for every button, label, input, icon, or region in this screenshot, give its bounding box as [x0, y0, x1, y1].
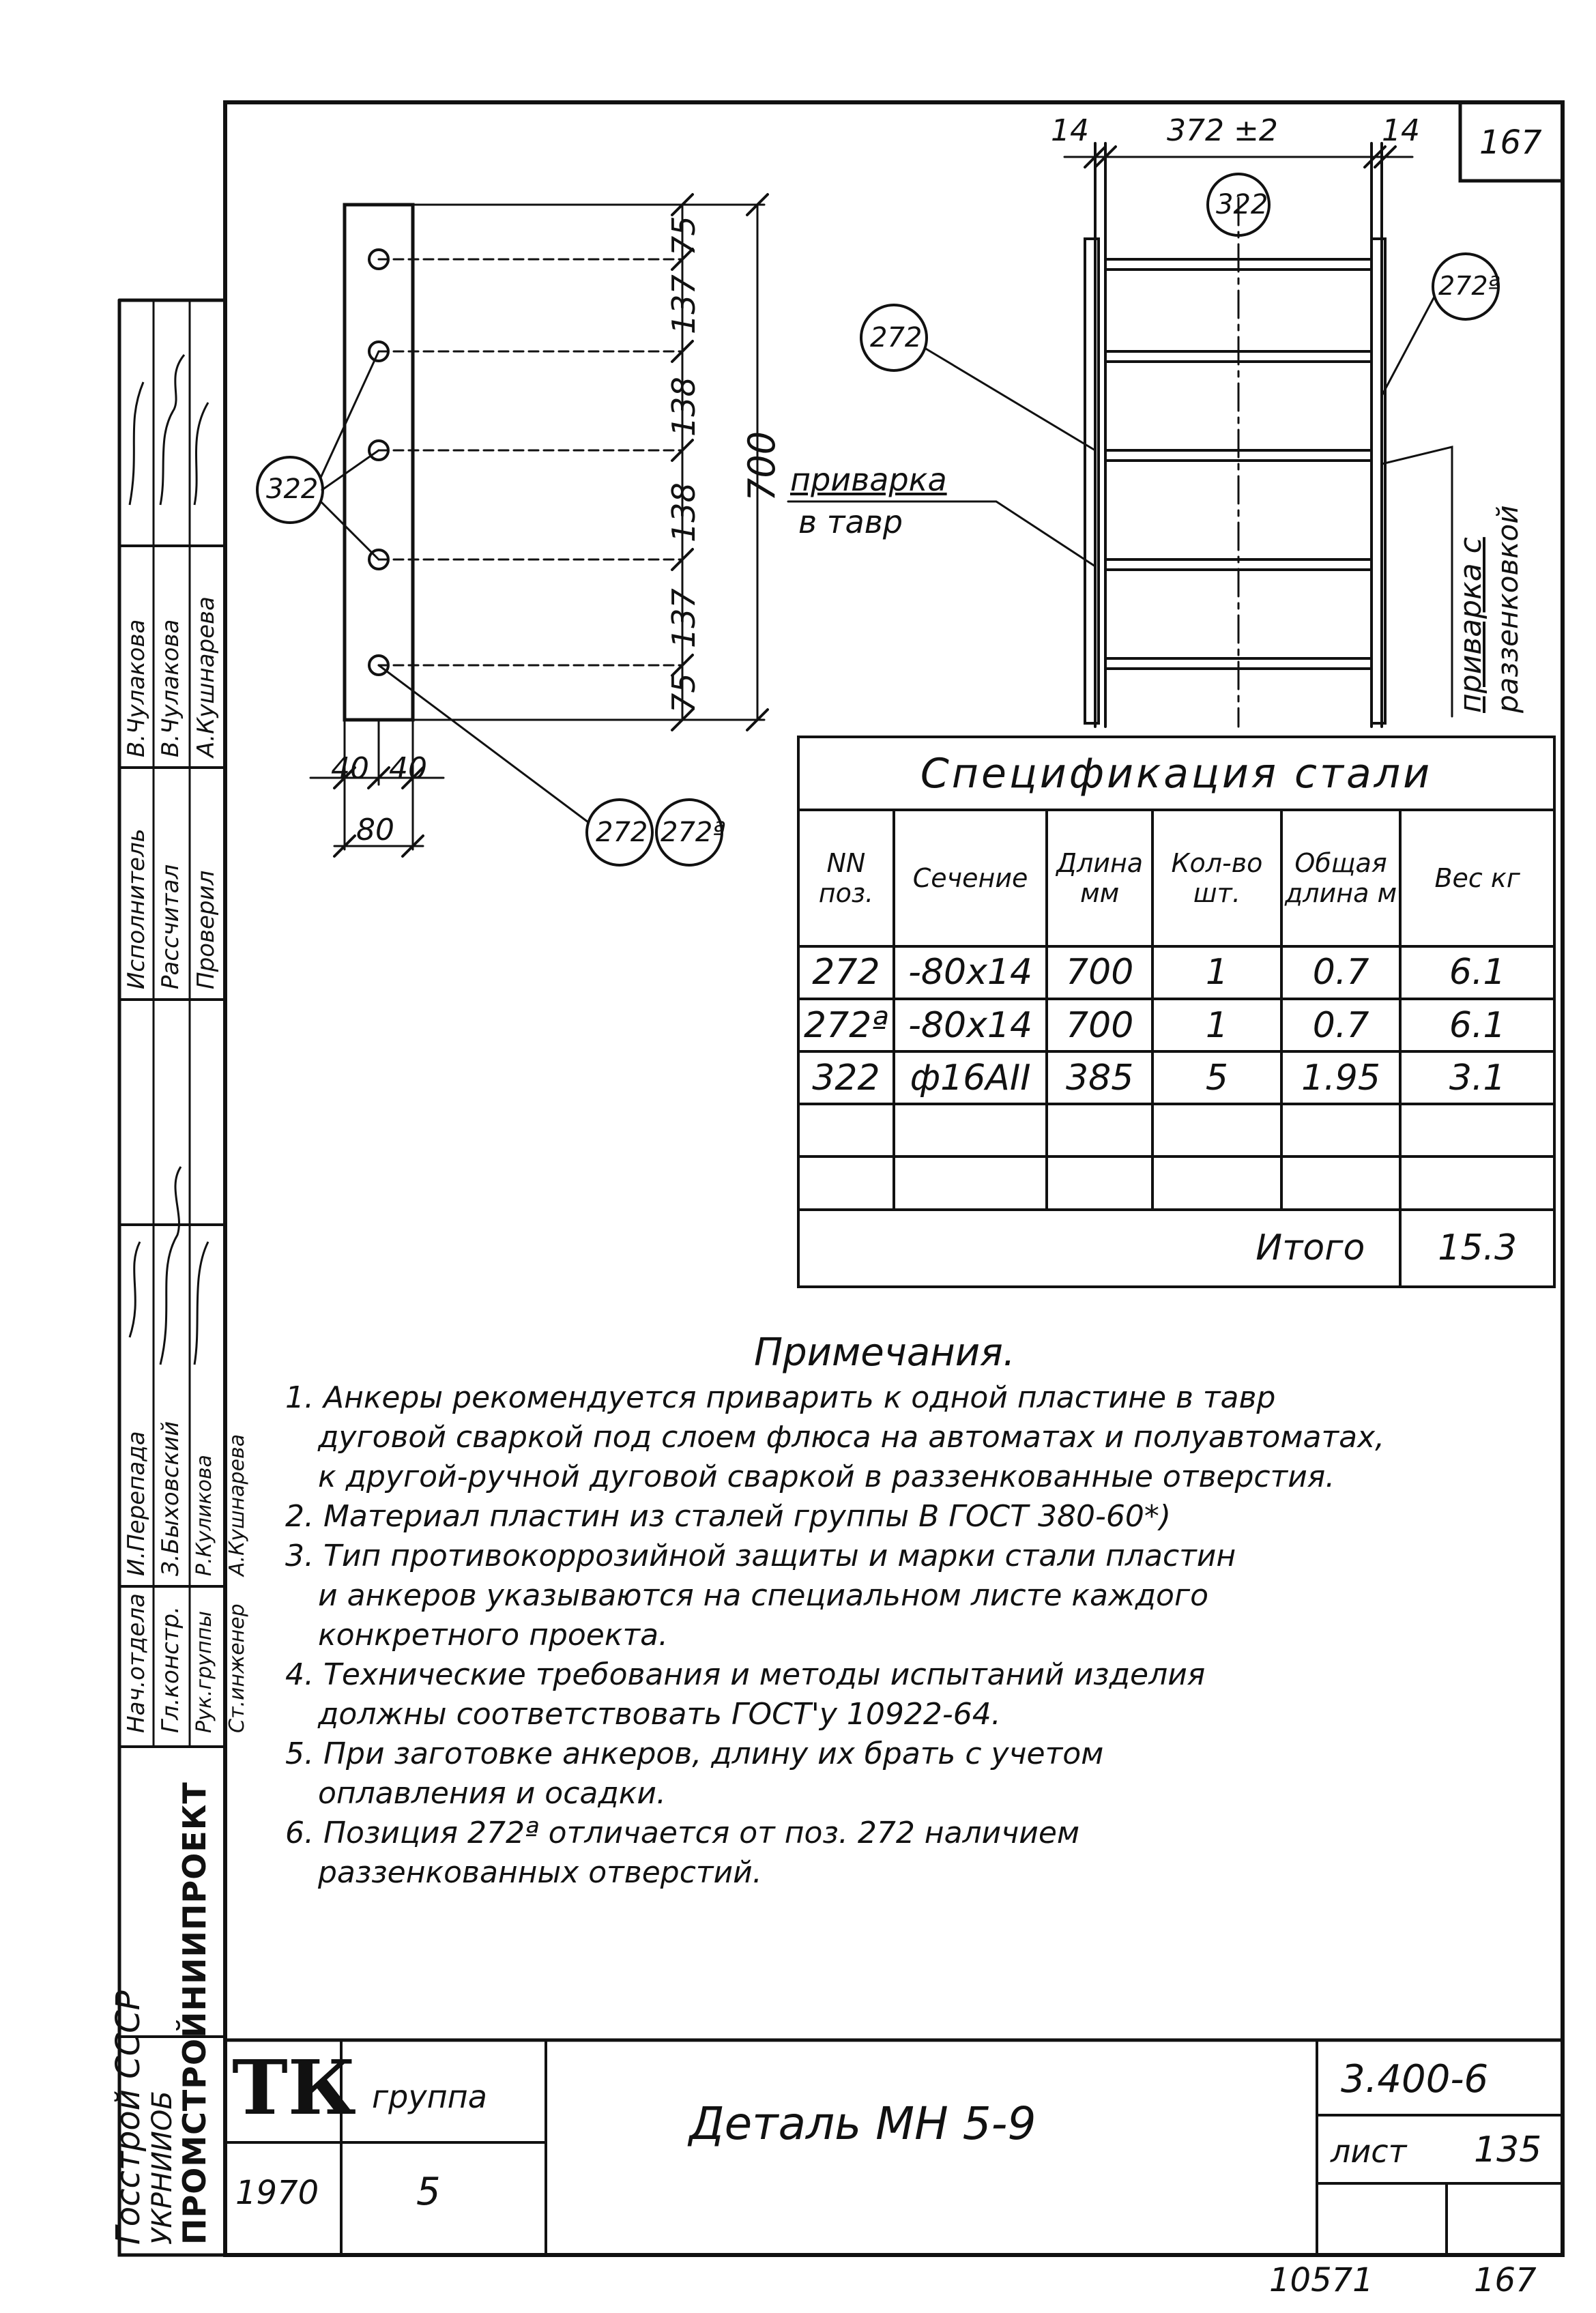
- role-left: Гл.констр.: [157, 1606, 184, 1733]
- name-left: З.Быховский: [157, 1421, 184, 1576]
- role-right: Исполнитель: [123, 828, 150, 989]
- cell: [1400, 1156, 1554, 1209]
- dim-75-bottom: 75: [665, 673, 702, 713]
- cell: 0.7: [1281, 946, 1401, 999]
- cell: 1: [1152, 999, 1281, 1051]
- cell: ф16AII: [894, 1051, 1047, 1104]
- cell: 3.1: [1400, 1051, 1554, 1104]
- total-row: [798, 1210, 1554, 1287]
- dim-14-right: 14: [1382, 113, 1420, 148]
- note-line: 2. Материал пластин из сталей группы В ГОСТ 380-60*): [285, 1499, 1172, 1534]
- name-left: И.Перепада: [123, 1431, 150, 1576]
- cell: 700: [1047, 946, 1152, 999]
- note-line: дуговой сваркой под слоем флюса на автоматах и полуавтоматах,: [318, 1420, 1385, 1455]
- name-left: Р.Куликова: [192, 1455, 216, 1576]
- note-line: 3. Тип противокоррозийной защиты и марки стали пластин: [285, 1539, 1236, 1573]
- table-row: [798, 1104, 1554, 1156]
- note-line: 5. При заготовке анкеров, длину их брать с учетом: [285, 1736, 1104, 1771]
- label-weld-countersink-1: приварка с: [1453, 537, 1488, 713]
- dim-137-bottom: 137: [665, 588, 702, 648]
- callout-272-left: 272: [596, 817, 648, 848]
- callout-272a-left: 272ª: [661, 817, 726, 848]
- cell: [1400, 1104, 1554, 1156]
- cell: 272ª: [798, 999, 894, 1051]
- role-left: Рук.группы: [192, 1611, 216, 1733]
- cell: 5: [1152, 1051, 1281, 1104]
- cell: [894, 1104, 1047, 1156]
- table-row: [798, 1051, 1554, 1104]
- sheet-label: лист: [1331, 2133, 1407, 2170]
- spec-title: Спецификация стали: [798, 737, 1554, 810]
- note-line: к другой-ручной дуговой сваркой в раззенкованные отверстия.: [318, 1459, 1335, 1494]
- table-row: [798, 999, 1554, 1051]
- note-line: 4. Технические требования и методы испытаний изделия: [285, 1657, 1206, 1692]
- table-row: [798, 946, 1554, 999]
- note-line: должны соответствовать ГОСТ'у 10922-64.: [318, 1697, 1001, 1732]
- cell: 1.95: [1281, 1051, 1401, 1104]
- cell: [1281, 1104, 1401, 1156]
- role-left: Ст.инженер: [225, 1603, 249, 1733]
- group-value: 5: [416, 2170, 441, 2214]
- group-label: группа: [372, 2078, 487, 2115]
- cell: 700: [1047, 999, 1152, 1051]
- label-weld-countersink-2: раззенковкой: [1491, 505, 1524, 713]
- cell: [1047, 1156, 1152, 1209]
- cell: [1152, 1156, 1281, 1209]
- cell: -80x14: [894, 999, 1047, 1051]
- role-left: Нач.отдела: [123, 1593, 150, 1733]
- col-header: Общая длина м: [1281, 810, 1401, 946]
- callout-272a-right: 272ª: [1438, 271, 1500, 301]
- note-line: и анкеров указываются на специальном листе каждого: [318, 1578, 1208, 1613]
- cell: [1281, 1156, 1401, 1209]
- cell: 385: [1047, 1051, 1152, 1104]
- label-weld-tee-1: приварка: [790, 461, 947, 498]
- signatures: [119, 300, 225, 1747]
- callout-272-right: 272: [870, 322, 923, 353]
- spec-table: [797, 736, 1556, 1288]
- cell: 1: [1152, 946, 1281, 999]
- dim-40-right: 40: [389, 751, 427, 786]
- col-header: Кол-во шт.: [1152, 810, 1281, 946]
- org-ukrniiob: УКРНИИОБ: [147, 2091, 178, 2245]
- sheet-value: 135: [1474, 2129, 1542, 2170]
- table-row: [798, 1156, 1554, 1209]
- cell: 272: [798, 946, 894, 999]
- dim-700-total: 700: [740, 431, 783, 501]
- dim-80-total: 80: [356, 813, 394, 847]
- name-right: В.Чулакова: [123, 619, 150, 757]
- name-right: В.Чулакова: [157, 619, 184, 757]
- note-line: конкретного проекта.: [318, 1618, 669, 1653]
- cell: [798, 1104, 894, 1156]
- cell: 0.7: [1281, 999, 1401, 1051]
- note-line: 6. Позиция 272ª отличается от поз. 272 наличием: [285, 1816, 1080, 1850]
- sheet-corner-number: 167: [1479, 123, 1542, 162]
- total-value: 15.3: [1400, 1210, 1554, 1287]
- org-gosstroy: Госстрой СССР: [109, 1990, 147, 2245]
- dim-138-b: 138: [665, 482, 702, 542]
- dim-40-left: 40: [331, 751, 369, 786]
- notes-body: [285, 1378, 1568, 1893]
- cell: [1152, 1104, 1281, 1156]
- cell: 6.1: [1400, 946, 1554, 999]
- cell: [894, 1156, 1047, 1209]
- col-header: NN поз.: [798, 810, 894, 946]
- cell: 322: [798, 1051, 894, 1104]
- cell: 6.1: [1400, 999, 1554, 1051]
- role-right: Рассчитал: [157, 864, 184, 989]
- year: 1970: [235, 2174, 319, 2212]
- note-line: раззенкованных отверстий.: [318, 1855, 762, 1890]
- label-weld-tee-2: в тавр: [798, 504, 903, 540]
- total-label: Итого: [798, 1210, 1400, 1287]
- name-right: А.Кушнарева: [192, 596, 220, 757]
- role-right: Проверил: [192, 870, 220, 989]
- logo-tk: ТК: [232, 2043, 356, 2132]
- page-number: 167: [1474, 2261, 1537, 2299]
- col-header: Вес кг: [1400, 810, 1554, 946]
- archive-number: 10571: [1269, 2261, 1374, 2299]
- col-header: Длина мм: [1047, 810, 1152, 946]
- cell: [798, 1156, 894, 1209]
- dim-138-a: 138: [665, 377, 702, 437]
- note-line: оплавления и осадки.: [318, 1776, 666, 1811]
- cell: [1047, 1104, 1152, 1156]
- cell: -80x14: [894, 946, 1047, 999]
- org-promstroy: ПРОМСТРОЙНИИПРОЕКТ: [176, 1781, 213, 2245]
- col-header: Сечение: [894, 810, 1047, 946]
- callout-322-right: 322: [1216, 189, 1268, 220]
- dim-372: 372 ±2: [1167, 113, 1278, 148]
- notes-title: Примечания.: [754, 1330, 1015, 1375]
- detail-title: Деталь МН 5-9: [689, 2097, 1036, 2150]
- dim-14-left: 14: [1051, 113, 1089, 148]
- callout-322-left: 322: [266, 474, 319, 505]
- dim-75-top: 75: [665, 216, 702, 256]
- name-left: А.Кушнарева: [225, 1434, 249, 1576]
- series-number: 3.400-6: [1341, 2057, 1489, 2101]
- note-line: 1. Анкеры рекомендуется приварить к одной пластине в тавр: [285, 1380, 1276, 1415]
- dim-137-top: 137: [665, 274, 702, 334]
